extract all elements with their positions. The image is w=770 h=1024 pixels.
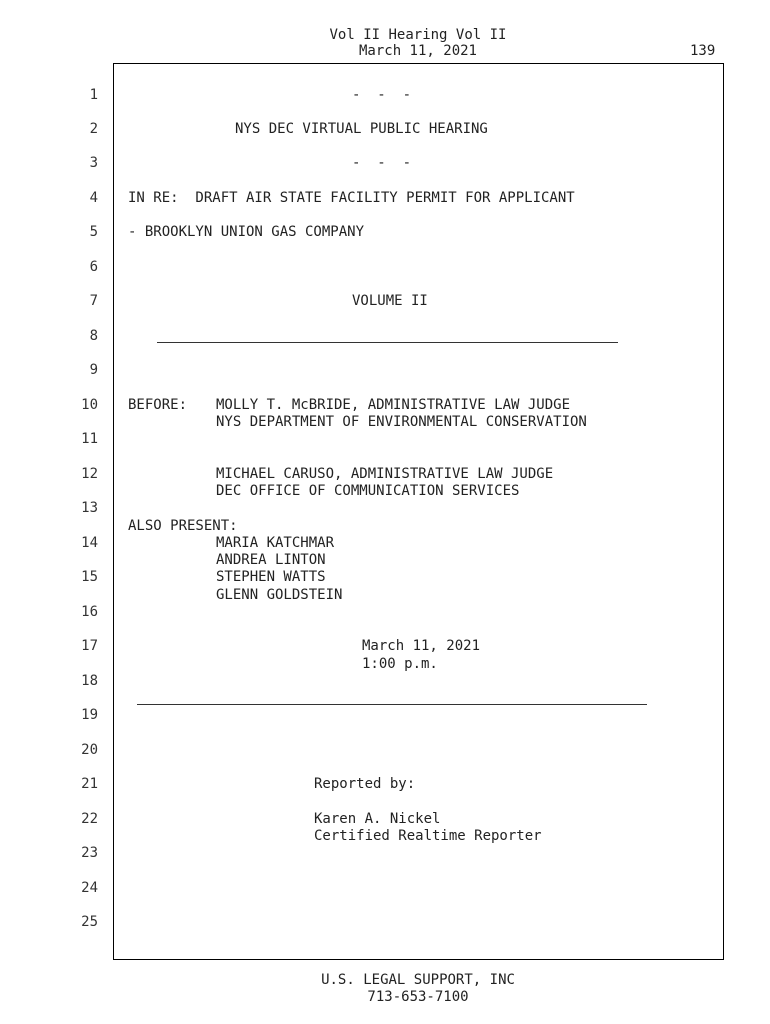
line-number: 24 xyxy=(81,880,98,896)
line-number: 15 xyxy=(81,569,98,585)
transcript-title: Vol II Hearing Vol II xyxy=(329,27,507,43)
line-number: 14 xyxy=(81,535,98,551)
line-number: 4 xyxy=(89,190,98,206)
line-number: 16 xyxy=(81,604,98,620)
line-number: 5 xyxy=(89,224,98,240)
line-number: 17 xyxy=(81,638,98,654)
reporter-title: Certified Realtime Reporter xyxy=(314,828,542,844)
present-name: ANDREA LINTON xyxy=(216,552,326,568)
line-number: 19 xyxy=(81,707,98,723)
line-number: 6 xyxy=(89,259,98,275)
line-number: 7 xyxy=(89,293,98,309)
line-number: 9 xyxy=(89,362,98,378)
line-number: 22 xyxy=(81,811,98,827)
judge-1-org: NYS DEPARTMENT OF ENVIRONMENTAL CONSERVATION xyxy=(216,414,587,430)
separator-rule-top xyxy=(157,342,618,343)
line-number: 8 xyxy=(89,328,98,344)
before-label: BEFORE: xyxy=(128,397,188,413)
present-name: STEPHEN WATTS xyxy=(216,569,326,585)
in-re-line-2: - BROOKLYN UNION GAS COMPANY xyxy=(128,224,365,240)
hearing-time: 1:00 p.m. xyxy=(362,656,438,672)
line-number: 13 xyxy=(81,500,98,516)
hearing-title: NYS DEC VIRTUAL PUBLIC HEARING xyxy=(235,121,488,137)
present-name: GLENN GOLDSTEIN xyxy=(216,587,343,603)
separator-rule-bottom xyxy=(137,704,647,705)
page-number: 139 xyxy=(690,43,716,59)
line-number: 21 xyxy=(81,776,98,792)
line-number: 2 xyxy=(89,121,98,137)
line-number: 12 xyxy=(81,466,98,482)
judge-1-name: MOLLY T. McBRIDE, ADMINISTRATIVE LAW JUDGE xyxy=(216,397,571,413)
footer-company: U.S. LEGAL SUPPORT, INC xyxy=(321,972,515,988)
separator-dashes-bottom: - - - xyxy=(352,155,412,171)
line-number: 23 xyxy=(81,845,98,861)
line-number: 18 xyxy=(81,673,98,689)
volume-label: VOLUME II xyxy=(352,293,428,309)
judge-2-org: DEC OFFICE OF COMMUNICATION SERVICES xyxy=(216,483,520,499)
separator-dashes-top: - - - xyxy=(352,87,412,103)
present-name: MARIA KATCHMAR xyxy=(216,535,335,551)
footer-phone: 713-653-7100 xyxy=(367,989,469,1005)
reported-by-label: Reported by: xyxy=(314,776,416,792)
line-number: 3 xyxy=(89,155,98,171)
line-number: 20 xyxy=(81,742,98,758)
in-re-line-1: IN RE: DRAFT AIR STATE FACILITY PERMIT FOR APPLICANT xyxy=(128,190,575,206)
line-number: 25 xyxy=(81,914,98,930)
line-number: 1 xyxy=(89,87,98,103)
reporter-name: Karen A. Nickel xyxy=(314,811,441,827)
hearing-date: March 11, 2021 xyxy=(362,638,481,654)
also-present-label: ALSO PRESENT: xyxy=(128,518,238,534)
line-number: 10 xyxy=(81,397,98,413)
transcript-date: March 11, 2021 xyxy=(358,43,477,59)
judge-2-name: MICHAEL CARUSO, ADMINISTRATIVE LAW JUDGE xyxy=(216,466,554,482)
line-number: 11 xyxy=(81,431,98,447)
